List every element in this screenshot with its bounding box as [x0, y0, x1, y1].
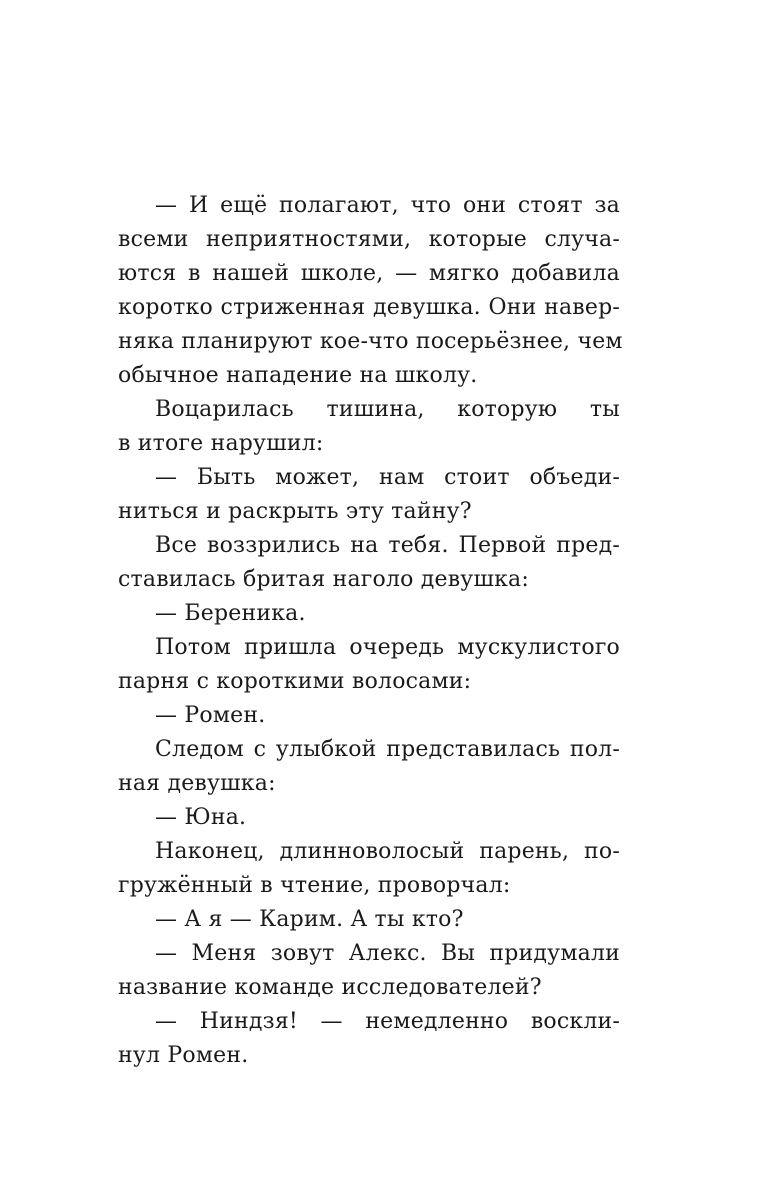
- text-line: — Быть может, нам стоит объеди-: [155, 465, 620, 490]
- text-line: в итоге нарушил:: [118, 431, 324, 456]
- text-line: ставилась бритая наголо девушка:: [118, 567, 529, 592]
- text-line: — Ромен.: [155, 703, 266, 728]
- text-line: Потом пришла очередь мускулистого: [155, 635, 620, 660]
- text-line: обычное нападение на школу.: [118, 363, 478, 388]
- text-line: няка планируют кое-что посерьёзнее, чем: [118, 329, 623, 354]
- text-line: всеми неприятностями, которые случа-: [118, 227, 620, 252]
- text-line: — И ещё полагают, что они стоят за: [155, 193, 620, 218]
- text-line: Воцарилась тишина, которую ты: [155, 397, 620, 422]
- text-line: Следом с улыбкой представилась пол-: [155, 737, 620, 762]
- page-text: [118, 189, 623, 1073]
- text-line: ниться и раскрыть эту тайну?: [118, 499, 472, 524]
- text-line: гружённый в чтение, проворчал:: [118, 873, 511, 898]
- text-line: — Юна.: [155, 805, 247, 830]
- text-line: — Ниндзя! — немедленно воскли-: [155, 1009, 620, 1034]
- text-line: парня с короткими волосами:: [118, 669, 472, 694]
- text-line: — Меня зовут Алекс. Вы придумали: [155, 941, 620, 966]
- text-line: Все воззрились на тебя. Первой пред-: [155, 533, 620, 558]
- text-line: — А я — Карим. А ты кто?: [155, 907, 464, 932]
- text-line: ются в нашей школе, — мягко добавила: [118, 261, 620, 286]
- text-line: Наконец, длинноволосый парень, по-: [155, 839, 620, 864]
- text-line: нул Ромен.: [118, 1043, 249, 1068]
- text-line: — Береника.: [155, 601, 306, 626]
- text-line: ная девушка:: [118, 771, 276, 796]
- text-line: название команде исследователей?: [118, 975, 542, 1000]
- text-line: коротко стриженная девушка. Они навер-: [118, 295, 620, 320]
